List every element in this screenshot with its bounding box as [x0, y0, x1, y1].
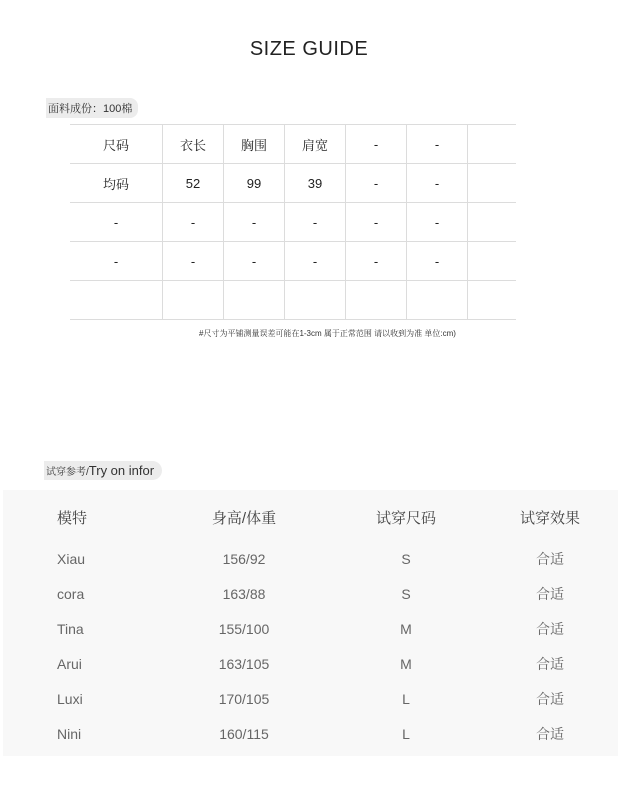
tryon-cell: S	[401, 585, 411, 602]
size-table-cell	[285, 281, 346, 320]
tryon-row	[3, 541, 618, 576]
size-table-cell: 衣长	[163, 125, 224, 164]
size-table-cell: -	[163, 242, 224, 281]
tryon-header-cell: 模特	[57, 509, 88, 527]
page-title: SIZE GUIDE	[249, 38, 369, 60]
size-table-row	[70, 242, 516, 281]
tryon-cell: 170/105	[218, 690, 270, 707]
tryon-cell: Tina	[57, 620, 84, 637]
size-table-cell	[224, 281, 285, 320]
size-table-cell: -	[285, 242, 346, 281]
size-table-cell	[468, 242, 517, 281]
measurement-note: #尺寸为平铺测量误差可能在1-3cm 属于正常范围 请以收到为准 单位:cm)	[199, 329, 456, 338]
size-table-cell: -	[407, 242, 468, 281]
tryon-cell: S	[401, 550, 411, 567]
tryon-table	[3, 490, 618, 751]
size-table-cell: 尺码	[70, 125, 163, 164]
size-table-cell	[346, 281, 407, 320]
tryon-header-cell: 试穿尺码	[375, 509, 436, 527]
tryon-row	[3, 681, 618, 716]
size-table-cell: -	[346, 164, 407, 203]
tryon-cell: 160/115	[219, 725, 269, 742]
size-table-cell: -	[407, 125, 468, 164]
tryon-cell: L	[402, 725, 410, 742]
tryon-cell: Luxi	[57, 690, 83, 707]
size-table-cell: 99	[224, 164, 285, 203]
size-table-cell: -	[346, 125, 407, 164]
size-table-cell	[468, 281, 517, 320]
tryon-cell: 合适	[536, 655, 564, 672]
tryon-cell: Arui	[57, 655, 82, 672]
size-table-cell	[407, 281, 468, 320]
tryon-cell: 合适	[536, 620, 564, 637]
fabric-composition: 面料成份：100棉	[46, 98, 138, 118]
tryon-cell: 合适	[536, 725, 564, 742]
tryon-panel	[3, 490, 618, 756]
size-table-cell: -	[224, 203, 285, 242]
tryon-cell: 合适	[536, 585, 564, 602]
size-table-cell: 肩宽	[285, 125, 346, 164]
tryon-header-cell: 身高/体重	[211, 509, 277, 527]
size-table-cell: -	[70, 203, 163, 242]
size-table-cell: -	[285, 203, 346, 242]
tryon-cell: 合适	[536, 550, 564, 567]
size-table-cell: -	[407, 164, 468, 203]
size-table	[70, 124, 516, 320]
tryon-cell: 163/105	[218, 655, 270, 672]
tryon-row	[3, 646, 618, 681]
tryon-cell: 156/92	[222, 550, 266, 567]
size-table-row	[70, 125, 516, 164]
tryon-cell: 合适	[536, 690, 564, 707]
tryon-cell: 163/88	[222, 585, 266, 602]
tryon-label-cn: 试穿参考/	[46, 467, 89, 478]
tryon-row	[3, 611, 618, 646]
tryon-cell: 155/100	[218, 620, 270, 637]
tryon-row	[3, 716, 618, 751]
size-table-cell	[468, 125, 517, 164]
size-table-cell	[70, 281, 163, 320]
tryon-cell: cora	[57, 585, 85, 602]
tryon-cell: M	[400, 655, 412, 672]
size-table-cell: -	[224, 242, 285, 281]
size-table-row	[70, 281, 516, 320]
size-table-cell: -	[346, 242, 407, 281]
size-table-cell	[468, 203, 517, 242]
tryon-header-cell: 试穿效果	[519, 509, 580, 527]
size-table-cell: -	[70, 242, 163, 281]
size-table-cell: 胸围	[224, 125, 285, 164]
size-table-row	[70, 203, 516, 242]
size-table-cell: -	[407, 203, 468, 242]
size-table-cell: 39	[285, 164, 346, 203]
size-table-cell: -	[346, 203, 407, 242]
tryon-label-en: Try on infor	[88, 463, 155, 478]
tryon-section-label	[44, 461, 162, 480]
tryon-row	[3, 576, 618, 611]
size-table-cell	[163, 281, 224, 320]
tryon-cell: Nini	[57, 725, 82, 742]
size-table-cell: -	[163, 203, 224, 242]
tryon-cell: M	[400, 620, 412, 637]
size-table-cell: 均码	[70, 164, 163, 203]
size-table-row	[70, 164, 516, 203]
tryon-cell: L	[402, 690, 410, 707]
size-table-cell	[468, 164, 517, 203]
tryon-cell: Xiau	[57, 550, 86, 567]
size-table-cell: 52	[163, 164, 224, 203]
